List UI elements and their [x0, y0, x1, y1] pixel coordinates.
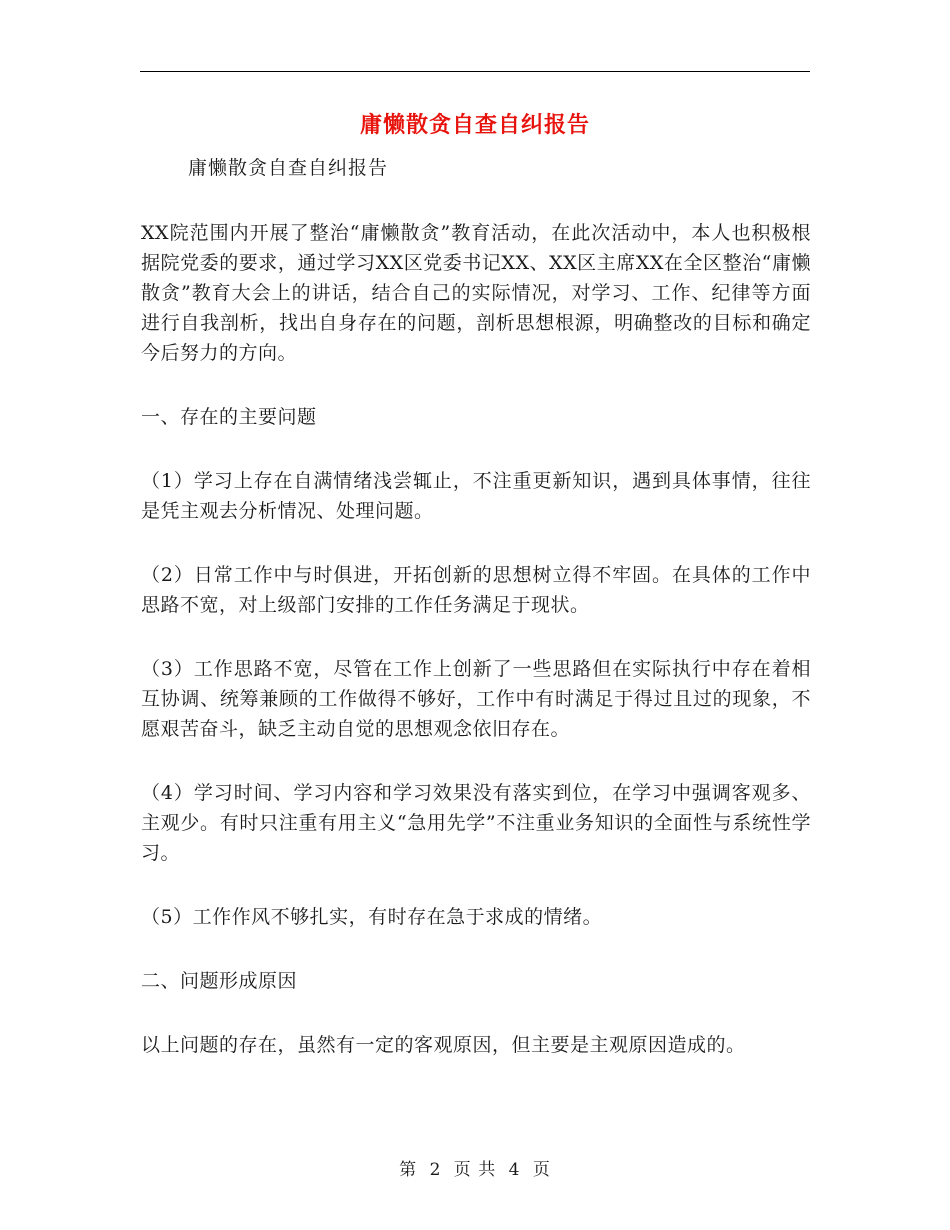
page-mid: 页 共	[453, 1160, 497, 1180]
header-rule	[140, 71, 810, 72]
page-prefix: 第	[399, 1160, 418, 1180]
document-body	[141, 218, 811, 1094]
current-page-number: 2	[429, 1160, 442, 1180]
problem-item-1: （1）学习上存在自满情绪浅尝辄止，不注重更新知识，遇到具体事情，往往是凭主观去分析情况、处理问题。	[141, 470, 811, 522]
intro-paragraph: XX院范围内开展了整治“庸懒散贪”教育活动，在此次活动中，本人也积极根据院党委的要求，通过学习XX区党委书记XX、XX区主席XX在全区整治“庸懒散贪”教育大会上的讲话，结合自己的实际情况，对学习、工作、纪律等方面进行自我剖析，找出自身存在的问题，剖析思想根源，明确整改的目标和确定今后努力的方向。	[141, 222, 811, 364]
problem-item-2: （2）日常工作中与时俱进，开拓创新的思想树立得不牢固。在具体的工作中思路不宽，对上级部门安排的工作任务满足于现状。	[141, 564, 811, 616]
document-title: 庸懒散贪自查自纠报告	[359, 112, 590, 138]
total-pages-number: 4	[508, 1160, 521, 1180]
problem-item-4: （4）学习时间、学习内容和学习效果没有落实到位，在学习中强调客观多、主观少。有时只注重有用主义“急用先学”不注重业务知识的全面性与系统性学习。	[141, 782, 811, 864]
document-subtitle: 庸懒散贪自查自纠报告	[188, 157, 389, 179]
page-suffix: 页	[532, 1160, 551, 1180]
causes-paragraph: 以上问题的存在，虽然有一定的客观原因，但主要是主观原因造成的。	[141, 1034, 746, 1056]
section-heading-causes: 二、问题形成原因	[141, 970, 298, 992]
page-footer	[0, 1155, 950, 1180]
section-heading-problems: 一、存在的主要问题	[141, 406, 317, 428]
problem-item-5: （5）工作作风不够扎实，有时存在急于求成的情绪。	[141, 906, 603, 928]
problem-item-3: （3）工作思路不宽，尽管在工作上创新了一些思路但在实际执行中存在着相互协调、统筹兼顾的工作做得不够好，工作中有时满足于得过且过的现象，不愿艰苦奋斗，缺乏主动自觉的思想观念依旧存在。	[141, 658, 811, 740]
